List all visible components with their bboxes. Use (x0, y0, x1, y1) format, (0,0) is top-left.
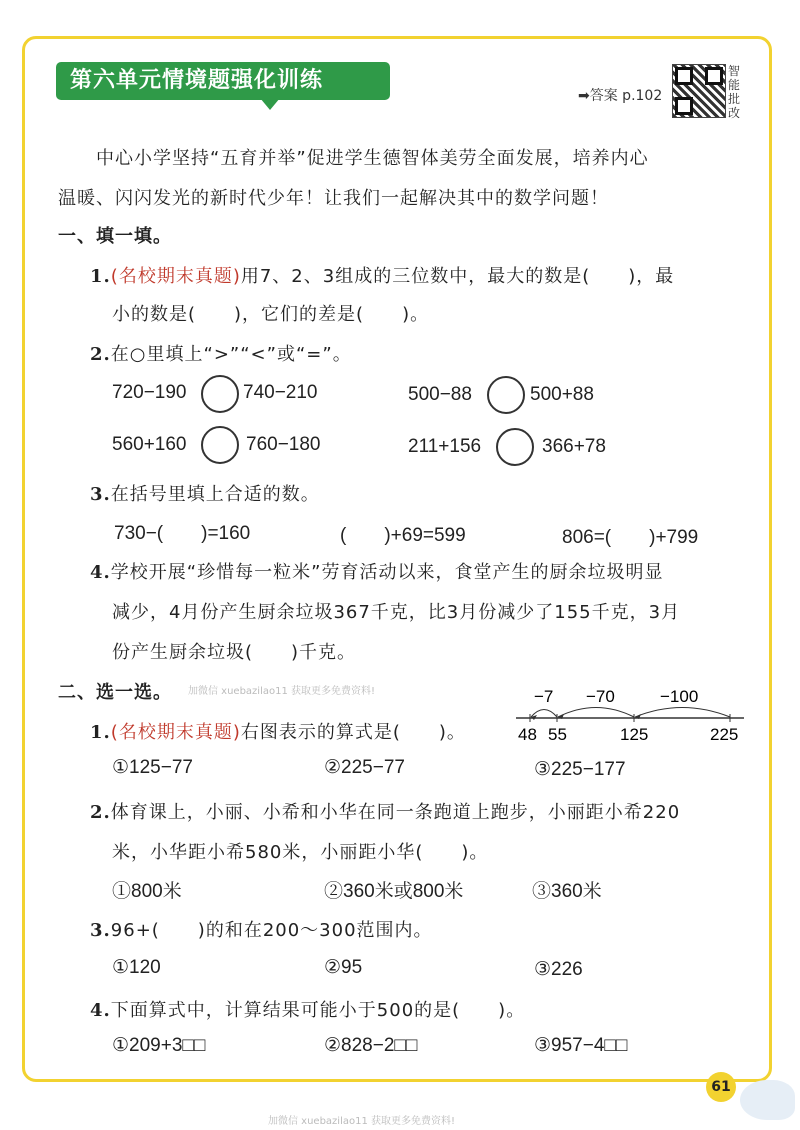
question-number: 2. (90, 802, 111, 823)
s1-q4-line-3: 份产生厨余垃圾( )千克。 (112, 642, 357, 663)
question-number: 1. (90, 722, 111, 743)
number-line-diagram (512, 684, 752, 748)
option-3[interactable]: ③225−177 (534, 759, 626, 780)
page-number: 61 (706, 1072, 736, 1102)
question-number: 2. (90, 344, 111, 365)
compare-right: 760−180 (246, 434, 321, 455)
side-label: 智能批改 (728, 64, 741, 120)
intro-line-1: 中心小学坚持“五育并举”促进学生德智体美劳全面发展，培养内心 (96, 148, 649, 169)
tick-label: 225 (710, 725, 739, 744)
question-text: 学校开展“珍惜每一粒米”劳育活动以来，食堂产生的厨余垃圾明显 (110, 562, 664, 583)
s1-question-3 (90, 480, 320, 506)
compare-circle[interactable] (496, 428, 534, 466)
question-text: 在○里填上“>”“<”或“=”。 (110, 344, 352, 365)
qr-finder-icon (675, 97, 693, 115)
question-number: 3. (90, 920, 111, 941)
tick-label: 125 (620, 725, 649, 744)
s1-question-2 (90, 340, 352, 366)
s2-question-4 (90, 996, 525, 1022)
banner-tail (260, 98, 280, 110)
jump-label: −7 (534, 687, 554, 706)
option-2[interactable]: ②360米或800米 (324, 881, 464, 902)
compare-right: 740−210 (243, 382, 318, 403)
footer-watermark: 加微信 xuebazilao11 获取更多免费资料! (268, 1116, 456, 1127)
jump-arc (558, 708, 634, 718)
option-2[interactable]: ②225−77 (324, 757, 405, 778)
question-number: 4. (90, 1000, 111, 1021)
s1-q1-line-2: 小的数是( )，它们的差是( )。 (112, 304, 430, 325)
question-text: 96+( )的和在200～300范围内。 (110, 920, 433, 941)
s1-question-4 (90, 558, 663, 584)
qr-code-icon[interactable] (672, 64, 726, 118)
fill-equation: ( )+69=599 (340, 525, 466, 546)
option-1[interactable]: ①125−77 (112, 757, 193, 778)
watermark: 加微信 xuebazilao11 获取更多免费资料! (188, 686, 376, 697)
compare-left: 500−88 (408, 384, 472, 405)
section-1-title: 一、填一填。 (58, 226, 172, 247)
question-text: 下面算式中，计算结果可能小于500的是( )。 (110, 1000, 526, 1021)
answer-reference: ➡答案 p.102 (578, 88, 663, 104)
compare-circle[interactable] (201, 375, 239, 413)
qr-finder-icon (705, 67, 723, 85)
question-number: 1. (90, 266, 111, 287)
compare-circle[interactable] (201, 426, 239, 464)
option-1[interactable]: ①120 (112, 957, 161, 978)
s2-question-1 (90, 718, 466, 744)
s2-question-3 (90, 916, 433, 942)
jump-label: −70 (586, 687, 615, 706)
option-3[interactable]: ③226 (534, 959, 583, 980)
fill-equation: 730−( )=160 (114, 523, 251, 544)
option-3[interactable]: ③360米 (532, 881, 602, 902)
intro-line-2: 温暖、闪闪发光的新时代少年！让我们一起解决其中的数学问题！ (58, 188, 609, 209)
s1-question-1 (90, 262, 674, 288)
exam-tag: (名校期末真题) (110, 266, 241, 287)
option-3[interactable]: ③957−4□□ (534, 1035, 628, 1056)
s1-q4-line-2: 减少，4月份产生厨余垃圾367千克，比3月份减少了155千克，3月 (112, 602, 681, 623)
s2-q2-line-2: 米，小华距小希580米，小丽距小华( )。 (112, 842, 489, 863)
question-text: 在括号里填上合适的数。 (110, 484, 320, 505)
tick-label: 55 (548, 725, 567, 744)
exam-tag: (名校期末真题) (110, 722, 241, 743)
jump-arc (635, 708, 730, 718)
jump-label: −100 (660, 687, 699, 706)
question-text: 用7、2、3组成的三位数中，最大的数是( )，最 (240, 266, 675, 287)
compare-left: 720−190 (112, 382, 187, 403)
question-text: 右图表示的算式是( )。 (240, 722, 466, 743)
compare-left: 211+156 (408, 436, 482, 457)
fill-equation: 806=( )+799 (562, 527, 699, 548)
qr-finder-icon (675, 67, 693, 85)
question-text: 体育课上，小丽、小希和小华在同一条跑道上跑步，小丽距小希220 (110, 802, 681, 823)
corner-decoration (740, 1080, 795, 1120)
option-1[interactable]: ①800米 (112, 881, 182, 902)
compare-left: 560+160 (112, 434, 187, 455)
option-2[interactable]: ②828−2□□ (324, 1035, 418, 1056)
option-1[interactable]: ①209+3□□ (112, 1035, 206, 1056)
question-number: 4. (90, 562, 111, 583)
s2-question-2 (90, 798, 680, 824)
compare-right: 500+88 (530, 384, 594, 405)
option-2[interactable]: ②95 (324, 957, 363, 978)
question-number: 3. (90, 484, 111, 505)
compare-right: 366+78 (542, 436, 606, 457)
tick-label: 48 (518, 725, 537, 744)
section-2-title: 二、选一选。 (58, 682, 172, 703)
compare-circle[interactable] (487, 376, 525, 414)
page-title: 第六单元情境题强化训练 (56, 62, 390, 100)
